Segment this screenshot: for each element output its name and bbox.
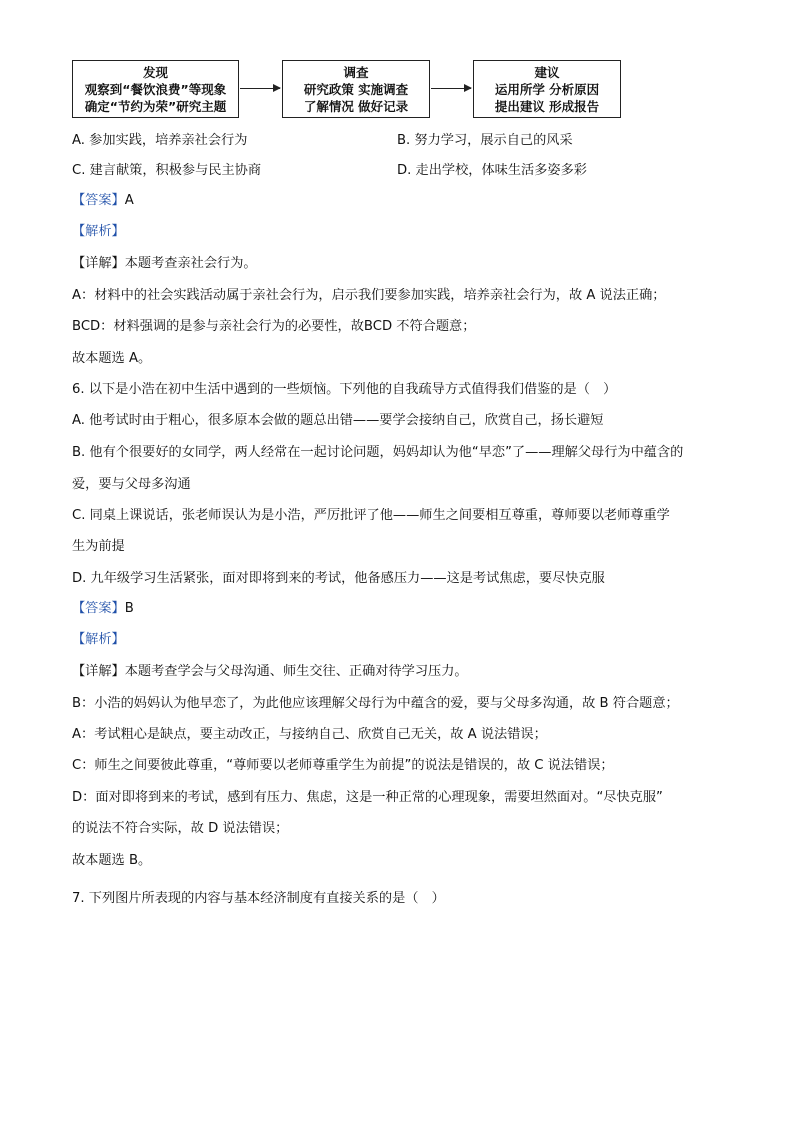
flow-box-suggest: [473, 60, 621, 118]
flow-box-line: 观察到“餐饮浪费”等现象: [84, 81, 227, 97]
q6-explain-line: D：面对即将到来的考试，感到有压力、焦虑，这是一种正常的心理现象，需要坦然面对。“尽快克服”: [72, 790, 663, 805]
q6-explain-line: 故本题选 B。: [72, 853, 152, 868]
detail-tag: 【详解】: [72, 664, 125, 679]
q6-answer: [72, 600, 134, 618]
q6-analysis-tag: [72, 631, 125, 649]
answer-tag: 【答案】: [72, 601, 125, 616]
q5-answer: [72, 192, 134, 210]
q6-explain-line: A：考试粗心是缺点，要主动改正，与接纳自己、欣赏自己无关，故 A 说法错误；: [72, 727, 547, 742]
q6-stem: 6. 以下是小浩在初中生活中遇到的一些烦恼。下列他的自我疏导方式值得我们借鉴的是（ ）: [72, 382, 617, 397]
answer-value: B: [124, 601, 134, 616]
q5-analysis-tag: [72, 223, 125, 241]
q6-option-c: C. 同桌上课说话，张老师误认为是小浩，严厉批评了他——师生之间要相互尊重，尊师要以老师尊重学: [72, 508, 670, 523]
detail-tag: 【详解】: [72, 256, 125, 271]
q6-detail: [72, 663, 468, 681]
q6-explain-line: C：师生之间要彼此尊重，“尊师要以老师尊重学生为前提”的说法是错误的，故 C 说法错误；: [72, 758, 614, 773]
arrow-right-icon: [240, 88, 280, 89]
q6-explain-line: B：小浩的妈妈认为他早恋了，为此他应该理解父母行为中蕴含的爱，要与父母多沟通，故 B 符合题意；: [72, 696, 679, 711]
arrow-right-icon: [431, 88, 471, 89]
detail-text: 本题考查学会与父母沟通、师生交往、正确对待学习压力。: [124, 664, 468, 679]
q6-option-b-cont: 爱，要与父母多沟通: [72, 477, 191, 492]
q5-option-b: B. 努力学习，展示自己的风采: [397, 133, 573, 148]
q6-option-d: D. 九年级学习生活紧张，面对即将到来的考试，他备感压力——这是考试焦虑，要尽快克服: [72, 571, 605, 586]
q7-stem: 7. 下列图片所表现的内容与基本经济制度有直接关系的是（ ）: [72, 891, 445, 906]
analysis-tag: 【解析】: [72, 632, 125, 647]
q6-option-c-cont: 生为前提: [72, 539, 125, 554]
q5-detail: [72, 255, 257, 273]
flow-box-title: 建议: [534, 64, 560, 80]
flow-box-investigate: [282, 60, 430, 118]
q6-option-b: B. 他有个很要好的女同学，两人经常在一起讨论问题，妈妈却认为他“早恋”了——理解父母行为中蕴含的: [72, 445, 684, 460]
q6-option-a: A. 他考试时由于粗心，很多原本会做的题总出错——要学会接纳自己，欣赏自己，扬长避短: [72, 413, 604, 428]
q5-explain-line: BCD：材料强调的是参与亲社会行为的必要性，故BCD 不符合题意；: [72, 319, 476, 334]
detail-text: 本题考查亲社会行为。: [124, 256, 257, 271]
flow-box-line: 了解情况 做好记录: [303, 98, 409, 114]
research-flowchart: [72, 60, 632, 120]
flow-box-line: 确定“节约为荣”研究主题: [84, 98, 227, 114]
flow-box-title: 调查: [343, 64, 369, 80]
flow-box-title: 发现: [142, 64, 168, 80]
q5-option-d: D. 走出学校，体味生活多姿多彩: [397, 163, 587, 178]
q5-option-c: C. 建言献策，积极参与民主协商: [72, 163, 262, 178]
flow-box-discover: [72, 60, 239, 118]
q5-option-a: A. 参加实践，培养亲社会行为: [72, 133, 248, 148]
q5-explain-line: 故本题选 A。: [72, 351, 152, 366]
analysis-tag: 【解析】: [72, 224, 125, 239]
flow-box-line: 提出建议 形成报告: [494, 98, 600, 114]
q5-explain-line: A：材料中的社会实践活动属于亲社会行为，启示我们要参加实践，培养亲社会行为，故 A 说法正确；: [72, 288, 666, 303]
flow-box-line: 研究政策 实施调查: [303, 81, 409, 97]
answer-tag: 【答案】: [72, 193, 125, 208]
answer-value: A: [124, 193, 134, 208]
q6-explain-line: 的说法不符合实际，故 D 说法错误；: [72, 821, 289, 836]
flow-box-line: 运用所学 分析原因: [494, 81, 600, 97]
